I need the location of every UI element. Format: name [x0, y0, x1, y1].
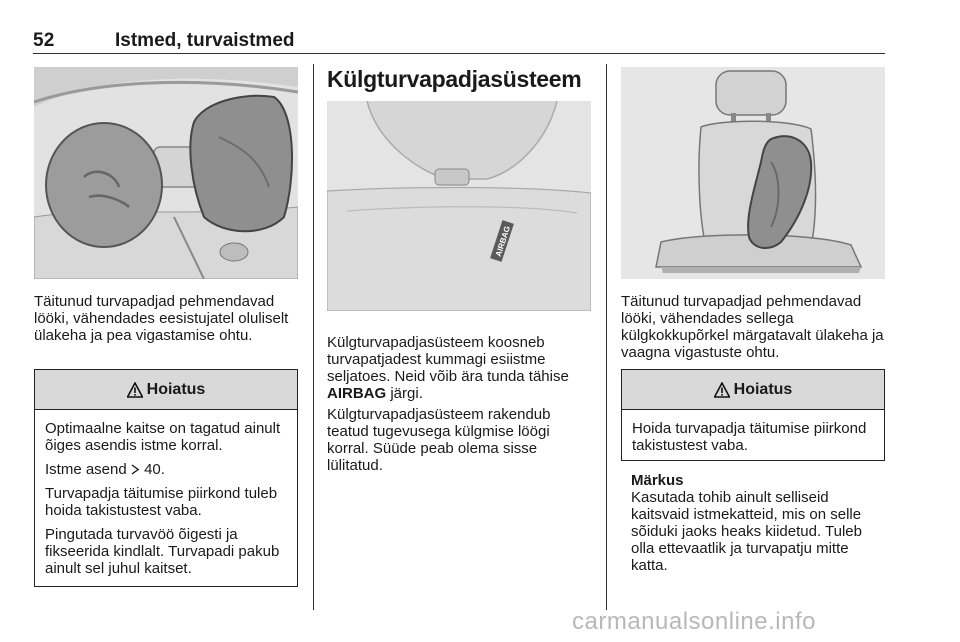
- side-airbag-text: Külgturvapadjasüsteem koosneb turvapatjadest kummagi esiistme seljatoes. Neid võib ära tunda tähise: [327, 334, 569, 385]
- page-header: [33, 30, 885, 54]
- page-number: 52: [33, 30, 55, 51]
- warning-box-side: [621, 369, 885, 461]
- side-airbag-seat-illustration: [621, 67, 885, 279]
- front-airbags-illustration: [34, 67, 298, 279]
- column-divider-1: [313, 64, 314, 610]
- airbag-marking: AIRBAG: [327, 385, 387, 402]
- warning-text-3: Turvapadja täitumise piirkond tuleb hoida takistustest vaba.: [45, 485, 278, 519]
- side-airbag-deployment: Külgturvapadjasüsteem rakendub teatud tugevusega külgmise löögi korral. Süüde peab olema sisse lülitatud.: [327, 406, 551, 474]
- warning-box-front: [34, 369, 298, 587]
- warning-text-1: Hoida turvapadja täitumise piirkond takistustest vaba.: [632, 420, 867, 454]
- warning-triangle-icon: [127, 382, 143, 398]
- header-divider: [33, 53, 885, 54]
- warning-body: [622, 410, 884, 454]
- warning-text-2: [45, 461, 287, 478]
- page-ref-arrow-icon: [131, 464, 140, 475]
- side-airbag-suffix: järgi.: [390, 385, 423, 402]
- warning-body: [35, 410, 297, 577]
- front-airbag-caption: Täitunud turvapadjad pehmendavad lööki, vähendades eesistujatel oluliselt ülakeha ja pea vigastamise ohtu.: [34, 293, 289, 344]
- warning-header: [35, 370, 297, 410]
- warning-text-1: Optimaalne kaitse on tagatud ainult õiges asendis istme korral.: [45, 420, 281, 454]
- warning-triangle-icon: [714, 382, 730, 398]
- note-body: Kasutada tohib ainult selliseid kaitsvaid istmekatteid, mis on selle sõiduki jaoks heaks kiidetud. Tuleb olla ettevaatlik ja turvapatju mitte katta.: [631, 489, 862, 574]
- side-airbag-caption: Täitunud turvapadjad pehmendavad lööki, vähendades sellega külgkokkupõrkel märgatavalt ülakeha ja vaagna vigastuste ohtu.: [621, 293, 884, 361]
- seat-position-label: Istme asend: [45, 461, 127, 478]
- seat-airbag-label-illustration: [327, 101, 591, 311]
- warning-title: Hoiatus: [733, 380, 793, 398]
- section-title: Külgturvapadjasüsteem: [327, 66, 582, 92]
- side-airbag-description: [327, 334, 595, 402]
- page-title: Istmed, turvaistmed: [115, 30, 295, 51]
- column-divider-2: [606, 64, 607, 610]
- warning-header: [622, 370, 884, 410]
- note-title: Märkus: [631, 472, 684, 489]
- page-reference[interactable]: 40.: [144, 461, 165, 478]
- airbag-tag-text: AIRBAG: [493, 224, 513, 258]
- warning-title: Hoiatus: [146, 380, 206, 398]
- footer-watermark: carmanualsonline.info: [572, 608, 816, 635]
- warning-text-4: Pingutada turvavöö õigesti ja fikseerida kindlalt. Turvapadi pakub ainult sel juhul kaitset.: [45, 526, 280, 577]
